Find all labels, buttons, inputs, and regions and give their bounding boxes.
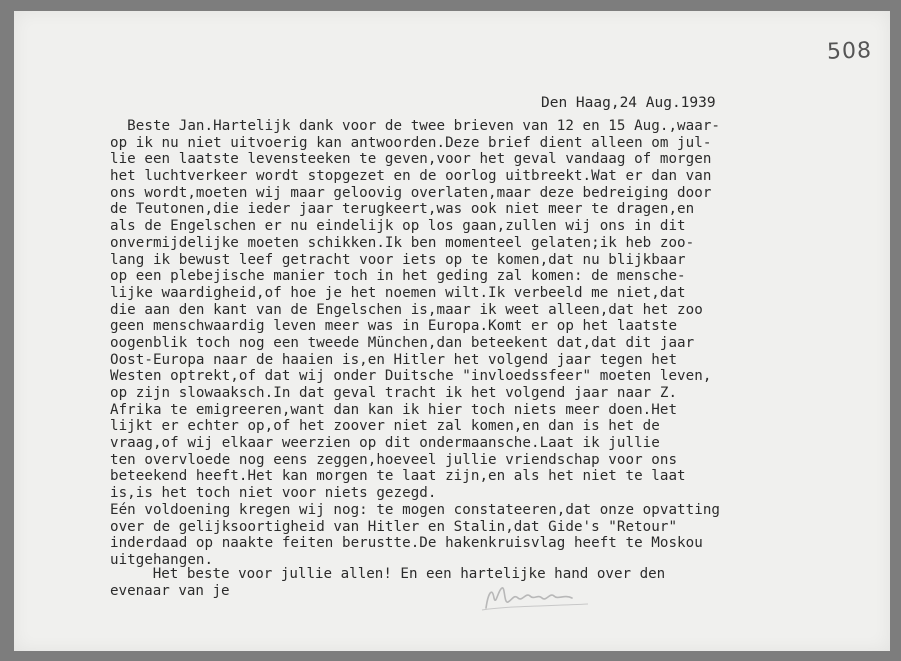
page-number: 508	[826, 38, 873, 65]
text-line: beteekend heeft.Het kan morgen te laat zijn,en als het niet te laat	[110, 468, 686, 485]
text-line: ten overvloede nog eens zeggen,hoeveel jullie vriendschap voor ons	[110, 451, 678, 468]
text-line: de Teutonen,die ieder jaar terugkeert,was ook niet meer te dragen,en	[110, 201, 695, 218]
text-line: die aan den kant van de Engelschen is,maar ik weet alleen,dat het zoo	[110, 301, 703, 318]
text-line: inderdaad op naakte feiten berustte.De hakenkruisvlag heeft te Moskou	[110, 535, 703, 552]
closing-line: Het beste voor jullie allen! En een hartelijke hand over den	[110, 566, 666, 582]
text-line: als de Engelschen er nu eindelijk op los gaan,zullen wij ons in dit	[110, 218, 686, 235]
text-line: over de gelijksoortigheid van Hitler en Stalin,dat Gide's "Retour"	[110, 518, 678, 535]
text-line: op ik nu niet uitvoerig kan antwoorden.Deze brief dient alleen om jul-	[110, 134, 712, 151]
text-line: vraag,of wij elkaar weerzien op dit ondermaansche.Laat ik jullie	[110, 435, 660, 452]
text-line: onvermijdelijke moeten schikken.Ik ben momenteel gelaten;ik heb zoo-	[110, 234, 695, 251]
closing-line: evenaar van je	[110, 582, 230, 599]
text-line: Westen optrekt,of dat wij onder Duitsche "invloedssfeer" moeten leven,	[110, 368, 712, 385]
text-line: lijke waardigheid,of hoe je het noemen wilt.Ik verbeeld me niet,dat	[110, 284, 686, 301]
text-line: ons wordt,moeten wij maar geloovig overlaten,maar deze bedreiging door	[110, 184, 712, 201]
text-line: Afrika te emigreeren,want dan kan ik hier toch niets meer doen.Het	[110, 401, 678, 418]
text-line: Beste Jan.Hartelijk dank voor de twee brieven van 12 en 15 Aug.,waar-	[110, 118, 721, 134]
text-line: geen menschwaardig leven meer was in Europa.Komt er op het laatste	[110, 318, 678, 335]
text-line: op zijn slowaaksch.In dat geval tracht ik het volgend jaar naar Z.	[110, 385, 678, 401]
text-line: lang ik bewust leef getracht voor iets op te komen,dat nu blijkbaar	[110, 251, 686, 268]
dateline: Den Haag,24 Aug.1939	[541, 95, 716, 111]
letter-body	[110, 118, 845, 569]
text-line: uitgehangen.	[110, 551, 214, 568]
text-line: oogenblik toch nog een tweede München,dan beteekent dat,dat dit jaar	[110, 334, 695, 351]
text-line: is,is het toch niet voor niets gezegd.	[110, 485, 437, 502]
text-line: lie een laatste levensteeken te geven,voor het geval vandaag of morgen	[110, 151, 712, 168]
text-line: Oost-Europa naar de haaien is,en Hitler het volgend jaar tegen het	[110, 351, 678, 368]
text-line: op een plebejische manier toch in het geding zal komen: de mensche-	[110, 268, 686, 285]
text-line: het luchtverkeer wordt stopgezet en de oorlog uitbreekt.Wat er dan van	[110, 168, 712, 185]
handwritten-signature	[478, 576, 598, 616]
text-line: lijkt er echter op,of het zoover niet zal komen,en dan is het de	[110, 418, 660, 435]
text-line: Eén voldoening kregen wij nog: te mogen constateeren,dat onze opvatting	[110, 501, 721, 518]
